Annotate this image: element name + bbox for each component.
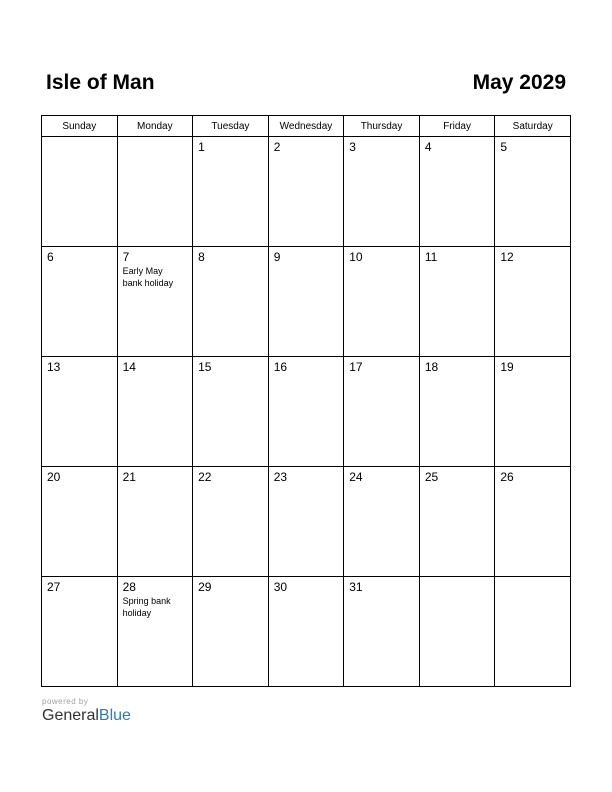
day-cell bbox=[268, 247, 344, 357]
day-cell bbox=[268, 577, 344, 687]
day-cell bbox=[268, 357, 344, 467]
day-cell bbox=[117, 357, 193, 467]
day-number: 27 bbox=[47, 580, 61, 594]
day-cell bbox=[193, 247, 269, 357]
day-cell bbox=[495, 467, 571, 577]
day-number: 20 bbox=[47, 470, 61, 484]
day-cell bbox=[42, 137, 118, 247]
day-cell bbox=[344, 137, 420, 247]
week-row-4 bbox=[42, 467, 571, 577]
week-row-1 bbox=[42, 137, 571, 247]
day-cell bbox=[268, 137, 344, 247]
weekday-friday: Friday bbox=[419, 116, 495, 137]
weekday-tuesday: Tuesday bbox=[193, 116, 269, 137]
day-cell bbox=[117, 247, 193, 357]
weekday-monday: Monday bbox=[117, 116, 193, 137]
day-cell bbox=[344, 577, 420, 687]
day-cell bbox=[117, 467, 193, 577]
month-calendar bbox=[41, 115, 571, 687]
region-title: Isle of Man bbox=[46, 71, 155, 94]
weekday-saturday: Saturday bbox=[495, 116, 571, 137]
day-cell bbox=[193, 137, 269, 247]
day-cell bbox=[117, 577, 193, 687]
day-cell bbox=[193, 577, 269, 687]
weekday-thursday: Thursday bbox=[344, 116, 420, 137]
holiday-label: Spring bank holiday bbox=[122, 596, 171, 618]
day-number: 1 bbox=[198, 140, 205, 154]
week-row-2 bbox=[42, 247, 571, 357]
day-cell bbox=[419, 357, 495, 467]
day-number: 8 bbox=[198, 250, 205, 264]
day-number: 28 bbox=[122, 580, 136, 594]
month-year-title: May 2029 bbox=[472, 71, 566, 94]
day-cell bbox=[495, 577, 571, 687]
day-cell bbox=[495, 357, 571, 467]
day-number: 3 bbox=[349, 140, 356, 154]
day-cell bbox=[344, 247, 420, 357]
day-number: 21 bbox=[122, 470, 136, 484]
day-number: 26 bbox=[500, 470, 514, 484]
day-number: 23 bbox=[273, 470, 288, 484]
day-cell bbox=[42, 247, 118, 357]
day-number: 22 bbox=[198, 470, 212, 484]
weekday-header-row bbox=[42, 116, 571, 137]
week-row-3 bbox=[42, 357, 571, 467]
day-cell bbox=[268, 467, 344, 577]
day-number: 2 bbox=[273, 140, 281, 154]
day-cell bbox=[495, 137, 571, 247]
day-cell bbox=[193, 467, 269, 577]
day-cell bbox=[419, 577, 495, 687]
day-number: 4 bbox=[424, 140, 432, 154]
day-cell bbox=[117, 137, 193, 247]
logo-blue-text: Blue bbox=[98, 707, 131, 724]
day-number: 19 bbox=[500, 360, 514, 374]
day-cell bbox=[344, 357, 420, 467]
day-number: 11 bbox=[424, 250, 438, 264]
day-cell bbox=[42, 577, 118, 687]
day-number: 31 bbox=[349, 580, 363, 594]
day-cell bbox=[495, 247, 571, 357]
day-number: 14 bbox=[122, 360, 136, 374]
weekday-sunday: Sunday bbox=[42, 116, 118, 137]
day-cell bbox=[419, 247, 495, 357]
day-number: 7 bbox=[122, 250, 130, 264]
week-row-5 bbox=[42, 577, 571, 687]
weekday-wednesday: Wednesday bbox=[268, 116, 344, 137]
day-cell bbox=[419, 467, 495, 577]
day-number: 5 bbox=[500, 140, 508, 154]
day-cell bbox=[42, 467, 118, 577]
day-number: 6 bbox=[47, 250, 54, 264]
generalblue-logo[interactable] bbox=[42, 707, 131, 725]
calendar-header bbox=[46, 68, 566, 98]
day-number: 12 bbox=[500, 250, 514, 264]
day-number: 17 bbox=[349, 360, 363, 374]
day-number: 13 bbox=[47, 360, 61, 374]
day-number: 10 bbox=[349, 250, 363, 264]
holiday-label: Early May bank holiday bbox=[122, 266, 174, 288]
day-number: 16 bbox=[273, 360, 288, 374]
day-cell bbox=[42, 357, 118, 467]
day-number: 18 bbox=[424, 360, 439, 374]
day-number: 9 bbox=[273, 250, 281, 264]
day-number: 25 bbox=[424, 470, 439, 484]
day-cell bbox=[193, 357, 269, 467]
day-number: 15 bbox=[198, 360, 212, 374]
day-cell bbox=[344, 467, 420, 577]
powered-by-text: powered by bbox=[42, 697, 89, 706]
day-number: 24 bbox=[349, 470, 363, 484]
footer-branding bbox=[42, 697, 131, 725]
day-number: 30 bbox=[273, 580, 288, 594]
day-number: 29 bbox=[198, 580, 212, 594]
day-cell bbox=[419, 137, 495, 247]
logo-general-text: General bbox=[42, 707, 99, 724]
